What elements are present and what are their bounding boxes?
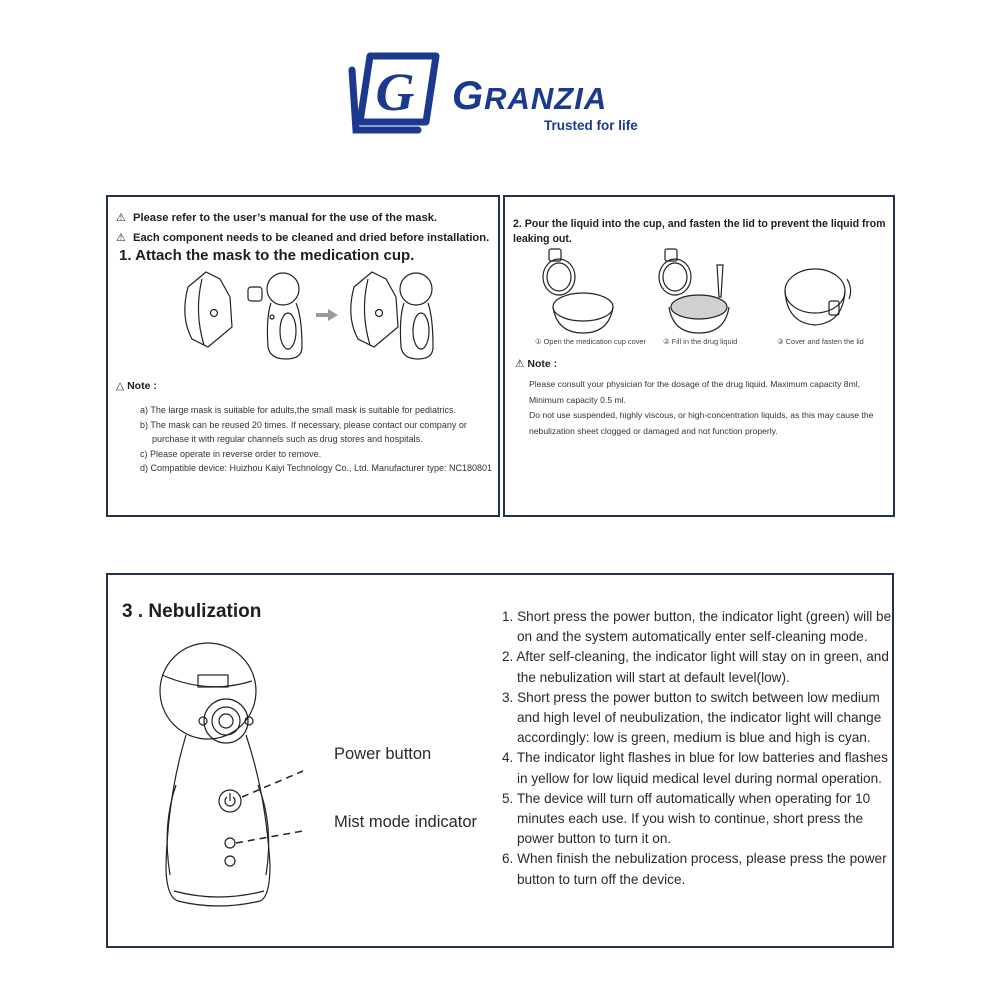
nebulizer-body-icon: [166, 735, 270, 906]
mist-indicator-icon: [225, 838, 235, 866]
step-1-title: 1. Attach the mask to the medication cup.: [119, 247, 415, 264]
note-line: Do not use suspended, highly viscous, or high-concentration liquids, as this may cause the nebulization sheet clogged or damaged and not function properly.: [529, 410, 874, 436]
step-item: 2. After self-cleaning, the indicator light will stay on in green, and the nebulization will start at default level(low).: [502, 649, 889, 685]
assembled-device-icon: [351, 272, 433, 359]
fill-cup-icon: [659, 249, 729, 333]
panel-nebulization: [106, 573, 894, 948]
note-heading: △ Note :: [116, 380, 157, 392]
power-button-leader-line: [242, 771, 303, 797]
note-line: Please consult your physician for the dosage of the drug liquid. Maximum capacity 8ml, Minimum capacity 0.5 ml.: [529, 379, 861, 405]
closed-cup-icon: [785, 269, 851, 325]
note-item: b) The mask can be reused 20 times. If necessary, please contact our company or purchase it with regular channels such as drug stores and hospitals.: [140, 419, 467, 444]
mask-attach-illustration: [178, 267, 438, 367]
step-item: 6. When finish the nebulization process, please press the power button to turn off the device.: [502, 851, 887, 887]
caption-fasten-lid: ③ Cover and fasten the lid: [777, 337, 864, 346]
note-item: a) The large mask is suitable for adults,the small mask is suitable for pediatrics.: [140, 405, 456, 415]
panel-pour-liquid: [503, 195, 895, 517]
brand-tagline: Trusted for life: [544, 118, 638, 133]
power-button-label: Power button: [334, 745, 432, 763]
logo-letter: G: [375, 62, 415, 122]
note-text: [529, 377, 895, 439]
note-heading: ⚠ Note :: [515, 358, 558, 370]
note-item: d) Compatible device: Huizhou Kaiyi Technology Co., Ltd. Manufacturer type: NC180801: [140, 463, 493, 473]
step-item: 4. The indicator light flashes in blue for low batteries and flashes in yellow for low liquid medical level during normal operation.: [502, 750, 888, 786]
note-item: c) Please operate in reverse order to remove.: [140, 448, 322, 459]
note-list: [140, 403, 496, 476]
step-2-title: 2. Pour the liquid into the cup, and fasten the lid to prevent the liquid from leaking out.: [513, 218, 886, 245]
warning-triangle-icon: ⚠: [116, 212, 127, 224]
brand-name: GRANZIA: [452, 74, 608, 118]
logo-g-mark-icon: [348, 52, 440, 134]
step-3-title: 3 . Nebulization: [122, 601, 262, 622]
nebulizer-device-icon: [248, 273, 302, 359]
mist-indicator-label: Mist mode indicator: [334, 813, 478, 831]
power-button-icon: [219, 790, 241, 812]
mask-icon: [185, 272, 232, 347]
caption-fill-liquid: ② Fill in the drug liquid: [663, 337, 738, 346]
step-item: 3. Short press the power button to switch between low medium and high level of neubulization, the indicator light will change accordingly: low is green, medium is blue and high is cyan.: [502, 689, 882, 746]
warning-triangle-icon: ⚠: [116, 232, 127, 244]
warning-triangle-icon: △: [116, 380, 125, 392]
step-item: 5. The device will turn off automatically when operating for 10 minutes each use. If you wish to continue, short press the power button to turn it on.: [502, 790, 871, 847]
nebulization-steps: [502, 607, 894, 890]
panel-attach-mask: [106, 195, 500, 517]
open-cup-icon: [543, 249, 613, 333]
warning-triangle-icon: ⚠: [515, 358, 525, 370]
nebulizer-head-icon: [160, 643, 256, 743]
nebulizer-diagram: [148, 635, 308, 915]
warning-line: ⚠ Please refer to the user’s manual for the use of the mask.: [116, 212, 438, 224]
mist-indicator-leader-line: [236, 831, 303, 843]
right-arrow-icon: [316, 309, 338, 321]
warning-line: ⚠ Each component needs to be cleaned and dried before installation.: [116, 232, 490, 244]
step-item: 1. Short press the power button, the indicator light (green) will be on and the system automatically enter self-cleaning mode.: [502, 609, 892, 645]
brand-logo: [348, 50, 658, 135]
caption-open-cover: ① Open the medication cup cover: [535, 337, 646, 346]
cup-steps-illustration: [535, 245, 875, 335]
